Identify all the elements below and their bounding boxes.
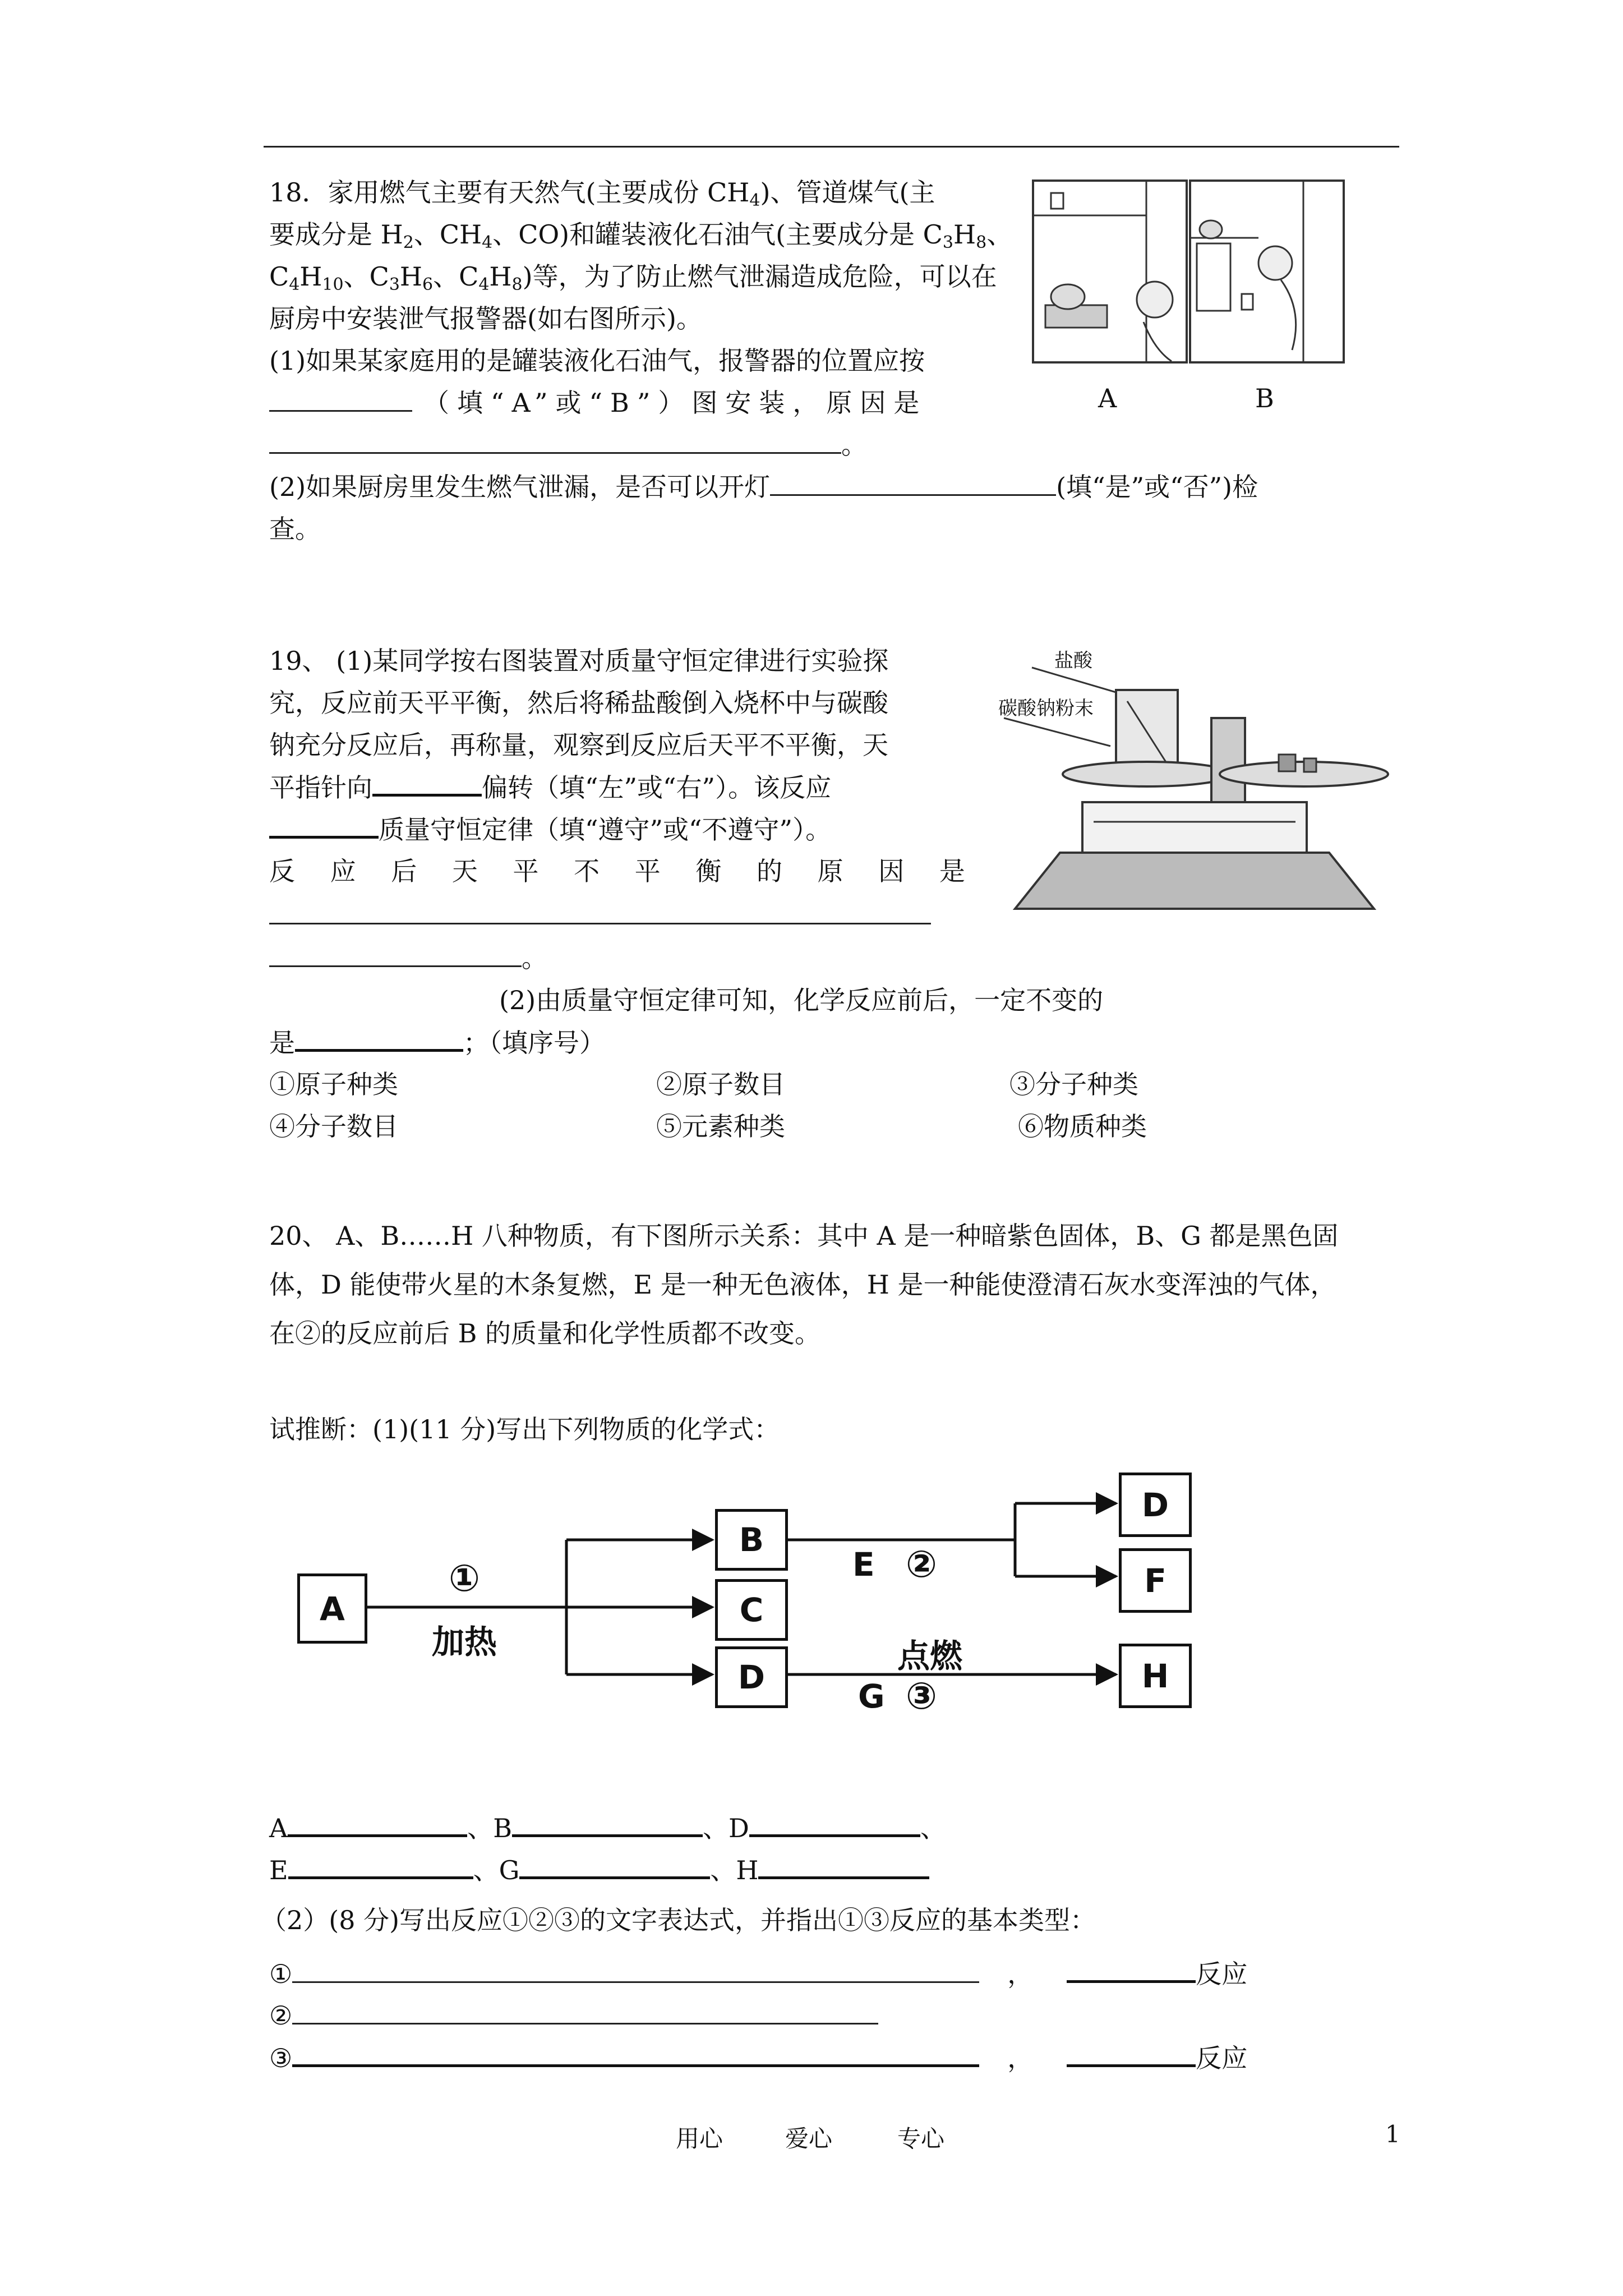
heat-label: 加热 [432,1623,497,1661]
powder-label: 碳酸钠粉末 [998,697,1094,720]
q18-part1-line3: 。 [269,429,867,462]
q20-reaction-1: ① ， 反应 [269,1959,1248,1989]
q19-part2-line2: 是 ；（填序号） [269,1028,605,1058]
q18-line3: $C_4H_{10}$、$C_3H_6$、$C_4H_8$)等，为了防止燃气泄漏造成危险，可以在 [269,261,997,295]
q19-option-1: ①原子种类 [269,1069,398,1099]
answer-blank[interactable] [292,2042,979,2067]
diagram-node-c: C [715,1579,788,1641]
q19-option-3: ③分子种类 [1009,1069,1138,1099]
figure-label-b: B [1255,383,1274,413]
q19-part2: (2)由质量守恒定律可知，化学反应前后，一定不变的 [499,985,1104,1015]
q19-line2: 究，反应前天平平衡，然后将稀盐酸倒入烧杯中与碳酸 [269,688,888,718]
q19-option-5: ⑤元素种类 [656,1111,785,1142]
answer-blank[interactable] [758,1854,929,1879]
diagram-node-d-product: D [1119,1473,1192,1537]
q20-answer-line1: A 、B 、D 、 [269,1813,946,1843]
q18-part1-line2: （填“A”或“B”）图安装，原因是 [269,387,927,420]
step2-label: ② [906,1543,937,1586]
diagram-node-h: H [1119,1644,1192,1708]
q20-line1: 20、 A、B……H 八种物质，有下图所示关系：其中 A 是一种暗紫色固体，B、G 都是黑色固 [269,1221,1339,1251]
q20-reaction-3: ③ ， 反应 [269,2043,1248,2073]
answer-blank[interactable] [288,1812,467,1837]
q18-line2: 要成分是 $H_2$、$CH_4$、CO)和罐装液化石油气(主要成分是 $C_3H_8$、 [269,219,1013,252]
q19-line6: 反 应 后 天 平 不 平 衡 的 原 因 是 [269,856,979,886]
answer-blank[interactable] [512,1812,703,1837]
answer-blank[interactable] [1067,1958,1196,1983]
answer-blank[interactable] [292,1959,979,1983]
footer-text-2: 爱心 [785,2125,833,2152]
q20-reaction-2: ② [269,2000,878,2032]
q19-line3: 钠充分反应后，再称量，观察到反应后天平不平衡，天 [269,730,888,760]
q19-option-4: ④分子数目 [269,1111,398,1142]
q18-part2: (2)如果厨房里发生燃气泄漏，是否可以开灯 (填“是”或“否”)检 [269,472,1258,502]
q19-line1: 19、 (1)某同学按右图装置对质量守恒定律进行实验探 [269,646,889,676]
q20-answer-line2: E 、G 、H [269,1854,929,1887]
q19-option-6: ⑥物质种类 [1018,1111,1147,1142]
q19-line7: 。 [269,942,547,975]
q18-part1: (1)如果某家庭用的是罐装液化石油气，报警器的位置应按 [269,346,925,376]
footer-text-1: 用心 [676,2125,723,2152]
step3-g-label: G [858,1677,885,1715]
acid-label: 盐酸 [1054,650,1092,672]
step2-e-label: E [852,1545,875,1584]
answer-blank[interactable] [292,2000,878,2024]
figure-label-a: A [1098,383,1117,413]
q20-line2: 体，D 能使带火星的木条复燃，E 是一种无色液体，H 是一种能使澄清石灰水变浑浊的气体， [269,1269,1336,1300]
answer-blank[interactable] [749,1812,920,1837]
ignite-label: 点燃 [897,1637,963,1675]
answer-blank[interactable] [519,1854,710,1879]
answer-blank[interactable] [1067,2042,1196,2067]
q19-option-2: ②原子数目 [656,1069,785,1099]
q20-part2: （2）(8 分)写出反应①②③的文字表达式，并指出①③反应的基本类型： [261,1905,1096,1935]
footer-text-3: 专心 [897,2125,945,2152]
step1-label: ① [449,1557,480,1600]
q18-line4: 厨房中安装泄气报警器(如右图所示)。 [269,303,702,334]
diagram-node-f: F [1119,1548,1192,1613]
q18-part2-line2: 查。 [269,514,321,544]
diagram-node-a: A [297,1573,367,1644]
step3-label: ③ [906,1674,937,1718]
page-number: 1 [1385,2120,1400,2148]
answer-blank[interactable] [288,1854,473,1879]
q19-line5: 质量守恒定律（填“遵守”或“不遵守”）。 [269,813,831,846]
diagram-node-b: B [715,1509,788,1571]
q19-line4: 平指针向 偏转（填“左”或“右”）。该反应 [269,772,832,803]
q18-line1: 18．家用燃气主要有天然气(主要成份 $CH_4$)、管道煤气(主 [269,177,935,210]
q20-line4: 试推断：(1)(11 分)写出下列物质的化学式： [269,1414,780,1444]
diagram-node-d: D [715,1646,788,1708]
q20-line3: 在②的反应前后 B 的质量和化学性质都不改变。 [269,1318,821,1349]
